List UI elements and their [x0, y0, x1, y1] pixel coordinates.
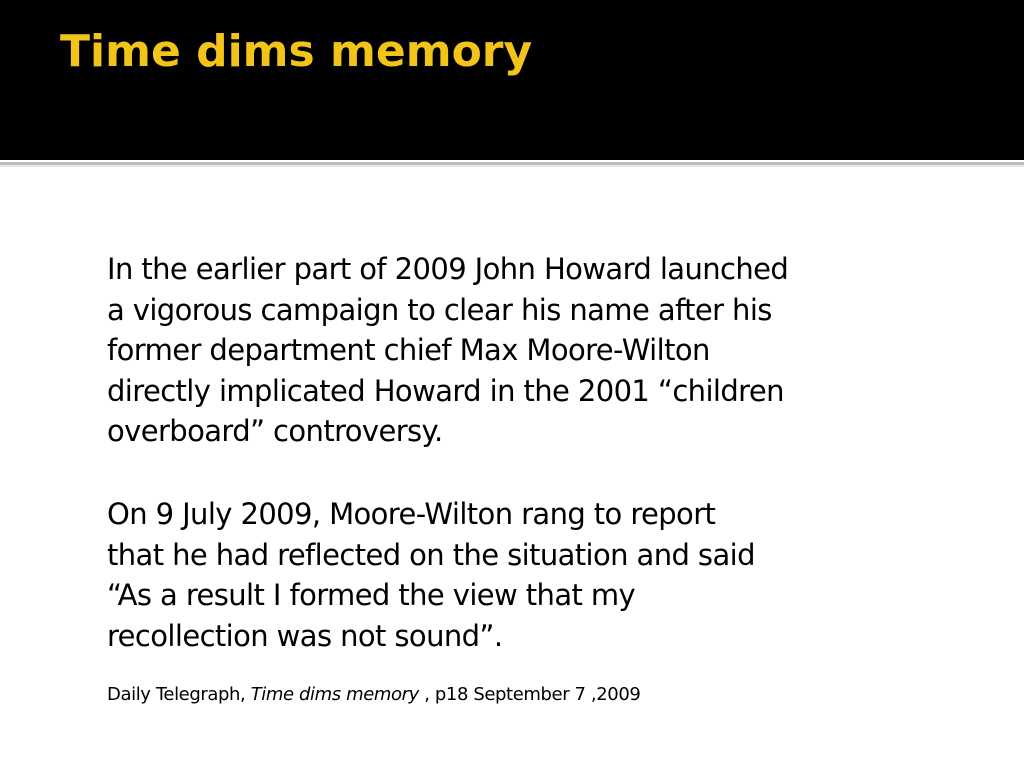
citation-source: Daily Telegraph, — [107, 684, 246, 705]
citation-details: , p18 September 7 ,2009 — [424, 684, 641, 705]
title-bar — [0, 0, 1024, 160]
paragraph-line: recollection was not sound”. — [107, 618, 503, 653]
slide-title: Time dims memory — [60, 26, 533, 77]
citation — [107, 682, 640, 708]
paragraph-line: “As a result I formed the view that my — [107, 578, 636, 612]
paragraph-line: On 9 July 2009, Moore-Wilton rang to report — [107, 497, 716, 531]
paragraph-recollection — [107, 494, 987, 656]
title-divider-shadow — [0, 165, 1024, 167]
paragraph-line: that he had reflected on the situation and said — [107, 537, 755, 572]
paragraph-line: overboard” controversy. — [107, 414, 443, 448]
paragraph-line: In the earlier part of 2009 John Howard launched — [107, 252, 789, 286]
paragraph-line: a vigorous campaign to clear his name after his — [107, 292, 772, 327]
paragraph-children-overboard — [107, 249, 987, 452]
paragraph-line: former department chief Max Moore-Wilton — [107, 333, 710, 367]
paragraph-line: directly implicated Howard in the 2001 “children — [107, 373, 784, 408]
citation-article-title: Time dims memory — [250, 684, 419, 705]
